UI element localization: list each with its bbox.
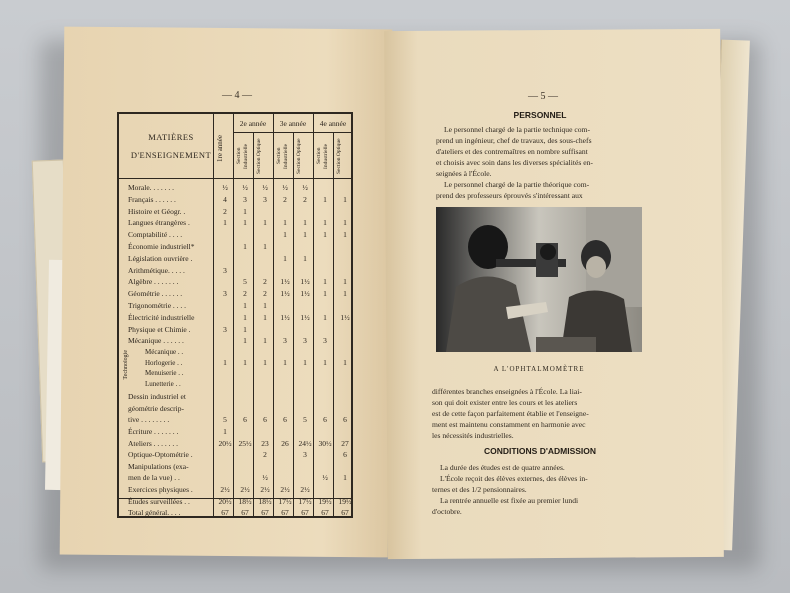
row-value: 2½: [260, 485, 270, 494]
row-value: 1: [303, 253, 307, 263]
technologie-values: [119, 358, 355, 369]
technologie-item: Mécanique . .: [145, 348, 184, 357]
photo-caption: A L'OPHTALMOMÈTRE: [493, 365, 585, 373]
page-number-right: — 5 —: [528, 91, 558, 102]
row-value: 3: [243, 194, 247, 204]
row-value: 20½: [218, 496, 232, 506]
row-value: 1: [303, 218, 307, 228]
row-value: 1: [243, 358, 247, 368]
section-header: Section Optique: [256, 138, 262, 174]
row-value: 2½: [220, 485, 230, 494]
row-value: ½: [302, 183, 308, 192]
text-line: La durée des études est de quatre années.: [440, 463, 565, 472]
row-value: 1½: [300, 289, 310, 299]
table-row: [119, 336, 355, 347]
row-label: Comptabilité . . . .: [128, 230, 183, 240]
row-value: ½: [262, 473, 268, 483]
section-header: Section Industrielle: [276, 143, 289, 169]
row-value: 1: [263, 242, 267, 251]
row-value: 67: [301, 508, 309, 518]
text-line: Le personnel chargé de la partie technique com-: [444, 125, 590, 134]
table-row: [119, 289, 355, 300]
row-value: 1: [263, 336, 267, 346]
row-value: 1: [343, 277, 347, 287]
para-conditions: [432, 462, 646, 517]
row-value: ½: [262, 183, 268, 192]
row-value: 20½: [218, 438, 232, 448]
row-label: Exercices physiques .: [128, 485, 193, 494]
row-value: 24½: [298, 438, 312, 448]
row-value: 3: [323, 336, 327, 346]
row-value: 23: [261, 438, 269, 448]
row-label: géométrie descrip-: [128, 403, 185, 413]
row-value: 4: [223, 194, 227, 204]
row-value: 1: [243, 336, 247, 346]
table-row: [119, 313, 355, 324]
text-line: d'octobre.: [432, 507, 462, 516]
row-value: 6: [283, 415, 287, 425]
row-value: 1½: [280, 289, 290, 299]
row-value: 5: [303, 415, 307, 425]
text-line: ment est maintenu constamment en harmonie avec: [432, 420, 586, 429]
row-value: 67: [321, 508, 329, 518]
row-label: Physique et Chimie .: [128, 324, 191, 334]
row-value: 1: [263, 218, 267, 228]
table-row: [119, 497, 355, 508]
table-row: [119, 230, 355, 241]
text-line: son qui doit exister entre les cours et les ateliers: [432, 398, 578, 407]
row-value: 25½: [238, 438, 252, 448]
row-value: 19½: [338, 496, 352, 506]
row-label: Langues étrangères .: [128, 218, 190, 228]
row-label: Ateliers . . . . . . .: [128, 438, 178, 448]
text-line: ternes et des 1/2 pensionnaires.: [432, 485, 527, 494]
year-header: 1re année: [216, 134, 224, 162]
row-value: 1: [343, 218, 347, 228]
row-value: 1: [243, 324, 247, 334]
row-label: Arithmétique. . . . .: [128, 265, 185, 275]
row-label: Trigonométrie . . . .: [128, 301, 187, 310]
row-label: Français . . . . . .: [128, 194, 176, 204]
row-value: 1: [283, 358, 287, 368]
row-value: ½: [282, 183, 288, 192]
row-label: men de la vue) . .: [128, 473, 180, 483]
row-label: Algèbre . . . . . . .: [128, 277, 179, 287]
row-value: 17½: [278, 496, 292, 506]
table-row: [119, 462, 355, 473]
row-value: 1½: [280, 277, 290, 287]
section-header: Section Optique: [296, 138, 302, 174]
table-row: [119, 254, 355, 265]
section-header: Section Optique: [336, 138, 342, 174]
row-value: 6: [263, 415, 267, 425]
row-value: 3: [223, 289, 227, 299]
row-value: 67: [221, 508, 229, 518]
page-number-left: — 4 —: [222, 90, 252, 101]
heading-personnel: PERSONNEL: [513, 110, 567, 120]
row-value: 1: [263, 358, 267, 368]
table-row: [119, 183, 355, 194]
row-value: 26: [281, 438, 289, 448]
row-value: 27: [341, 438, 349, 448]
row-value: 1: [303, 230, 307, 240]
row-value: 1: [223, 218, 227, 228]
year-header: 3e année: [279, 119, 307, 128]
row-value: 3: [283, 336, 287, 346]
row-value: 1: [323, 277, 327, 287]
row-value: 3: [303, 336, 307, 346]
row-value: 67: [281, 508, 289, 518]
row-label: Économie industriell*: [128, 242, 195, 251]
row-value: 2: [263, 450, 267, 460]
table-row: [119, 473, 355, 484]
table-row: [119, 277, 355, 288]
technologie-item: Lunetterie . .: [145, 379, 181, 388]
row-value: 1: [283, 230, 287, 240]
header-divider: [119, 178, 351, 179]
row-value: 1½: [300, 312, 310, 322]
table-row: [119, 427, 355, 438]
table-row: [119, 266, 355, 277]
row-value: 1: [223, 427, 227, 436]
row-value: 1: [323, 289, 327, 299]
row-value: 2½: [300, 485, 310, 494]
curriculum-table: [117, 112, 353, 518]
row-value: 6: [323, 415, 327, 425]
table-row: [119, 508, 355, 519]
year-header: 2e année: [239, 119, 267, 128]
table-row: [119, 485, 355, 496]
row-label: Total général. . . .: [128, 508, 181, 518]
technologie-item: Horlogerie . .: [145, 358, 183, 367]
text-line: seignées à l'École.: [436, 169, 492, 178]
row-label: Dessin industriel et: [128, 392, 186, 402]
row-value: 67: [241, 508, 249, 518]
row-value: 18½: [258, 496, 272, 506]
row-label: Morale. . . . . . .: [128, 183, 175, 192]
row-value: 1: [243, 218, 247, 228]
table-row: [119, 392, 355, 403]
technologie-label: Technologie: [123, 350, 129, 380]
matieres-header: [125, 128, 217, 164]
text-line: les nécessités industrielles.: [432, 431, 514, 440]
row-value: 30½: [318, 438, 332, 448]
table-row: [119, 325, 355, 336]
row-label: Électricité industrielle: [128, 312, 195, 322]
row-value: ½: [242, 183, 248, 192]
row-value: 1: [343, 230, 347, 240]
para-personnel-technique: [436, 124, 646, 201]
row-value: 1: [323, 312, 327, 322]
row-value: 1½: [340, 312, 350, 322]
table-row: [119, 415, 355, 426]
row-value: 3: [263, 194, 267, 204]
text-line: Le personnel chargé de la partie théorique com-: [444, 180, 590, 189]
row-value: 17½: [298, 496, 312, 506]
row-value: 1: [243, 242, 247, 251]
row-label: tive . . . . . . . .: [128, 415, 170, 425]
row-label: Histoire et Géogr. .: [128, 206, 186, 216]
matieres-header-line: D'ENSEIGNEMENT: [130, 150, 212, 160]
row-value: 1½: [300, 277, 310, 287]
row-value: 1: [243, 301, 247, 310]
row-value: 1: [343, 358, 347, 368]
row-value: 3: [223, 324, 227, 334]
row-value: 5: [243, 277, 247, 287]
text-line: différentes branches enseignées à l'École. La liai-: [432, 387, 582, 396]
row-value: 6: [243, 415, 247, 425]
text-line: et choisis avec soin dans les diverses spécialités en-: [436, 158, 593, 167]
row-value: 3: [303, 450, 307, 460]
row-value: 6: [343, 450, 347, 460]
row-value: 1: [323, 218, 327, 228]
row-label: Géométrie . . . . . .: [128, 289, 183, 299]
table-row: [119, 195, 355, 206]
row-value: 1: [323, 194, 327, 204]
row-value: 1: [243, 206, 247, 216]
row-label: Optique-Optométrie .: [128, 450, 193, 460]
header-divider: [233, 132, 351, 133]
row-value: 5: [223, 415, 227, 425]
row-value: 1: [323, 358, 327, 368]
technologie-item: Menuiserie . .: [145, 369, 184, 378]
ophthalmometer-photo: [436, 207, 642, 352]
row-value: 1: [343, 194, 347, 204]
row-value: 2: [263, 289, 267, 299]
row-value: 2: [243, 289, 247, 299]
table-row: [119, 450, 355, 461]
row-label: Législation ouvrière .: [128, 253, 193, 263]
row-value: 2½: [240, 485, 250, 494]
row-value: 1: [243, 312, 247, 322]
row-value: ½: [322, 473, 328, 483]
table-row: [119, 301, 355, 312]
row-value: 2: [303, 194, 307, 204]
text-line: La rentrée annuelle est fixée au premier lundi: [440, 496, 579, 505]
row-value: 1: [283, 218, 287, 228]
row-value: 1: [263, 312, 267, 322]
table-row: [119, 242, 355, 253]
row-value: 2: [283, 194, 287, 204]
row-label: Écriture . . . . . . .: [128, 427, 179, 436]
row-value: 19½: [318, 496, 332, 506]
table-row: [119, 439, 355, 450]
year-header: 4e année: [319, 119, 347, 128]
text-line: est de cette façon parfaitement établie et l'enseigne-: [432, 409, 589, 418]
row-value: 1: [343, 473, 347, 483]
row-value: 6: [343, 415, 347, 425]
text-line: prend des professeurs éprouvés s'intéressant aux: [436, 191, 583, 200]
row-value: 1½: [280, 312, 290, 322]
text-line: L'École reçoit des élèves externes, des élèves in-: [440, 474, 588, 483]
text-line: prend un ingénieur, chef de travaux, des sous-chefs: [436, 136, 592, 145]
table-row: [119, 218, 355, 229]
row-value: 3: [223, 265, 227, 275]
row-value: 18½: [238, 496, 252, 506]
row-value: 67: [261, 508, 269, 518]
row-value: 1: [283, 253, 287, 263]
row-label: Mécanique . . . . . .: [128, 336, 184, 346]
row-value: 1: [343, 289, 347, 299]
text-line: d'ateliers et des contremaîtres en nombre suffisant: [436, 147, 588, 156]
row-value: 2½: [280, 485, 290, 494]
row-label: Manipulations (exa-: [128, 461, 189, 471]
row-value: ½: [222, 183, 228, 192]
row-value: 1: [223, 358, 227, 368]
row-value: 2: [223, 206, 227, 216]
matieres-header-line: MATIÈRES: [148, 132, 194, 142]
table-row: [119, 207, 355, 218]
row-value: 1: [303, 358, 307, 368]
section-header: Section Industrielle: [316, 143, 329, 169]
para-branches: [432, 386, 646, 441]
row-value: 67: [341, 508, 349, 518]
section-header: Section Industrielle: [236, 143, 249, 169]
heading-conditions: CONDITIONS D'ADMISSION: [483, 446, 597, 456]
row-value: 2: [263, 277, 267, 287]
table-row: [119, 404, 355, 415]
row-value: 1: [323, 230, 327, 240]
row-value: 1: [263, 301, 267, 310]
row-label: Études surveillées . .: [128, 496, 190, 506]
